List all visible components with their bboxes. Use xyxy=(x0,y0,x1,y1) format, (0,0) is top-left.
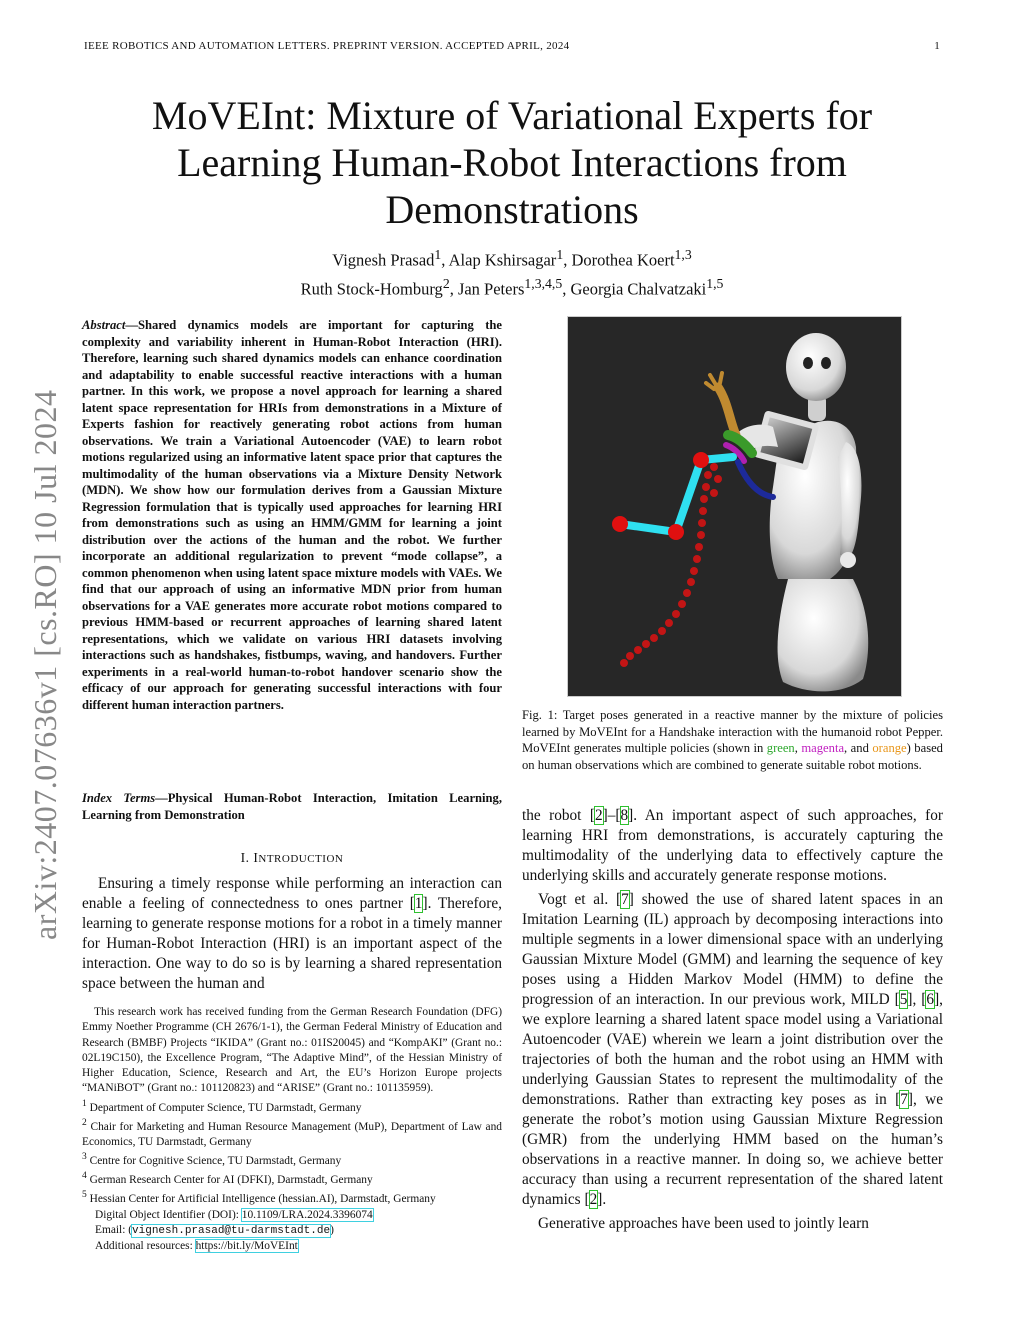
email-line: Email: (vignesh.prasad@tu-darmstadt.de) xyxy=(95,1223,334,1237)
resources-link[interactable]: https://bit.ly/MoVEInt xyxy=(195,1240,298,1253)
affiliation-note: $^2$ Chair for Marketing and Human Resource Management (MuP), Department of Law and Economics, TU Darmstadt, Germany xyxy=(82,1117,502,1148)
legend-orange: orange xyxy=(872,741,907,755)
paragraph: the robot [2]–[8]. An important aspect of such approaches, for learning HRI from demonstrations, is accurately capturing the multimodality of the underlying data to effectively capture the underlying skills and accurately generate response motions. xyxy=(522,807,943,884)
figure-caption: Fig. 1: Target poses generated in a reactive manner by the mixture of policies learned by MoVEInt for a Handshake interaction with the humanoid robot Pepper. MoVEInt generates multiple policies (shown in green, magenta, and orange) based on human observations which are combined to generate suitable robot motions. xyxy=(522,708,943,772)
funding-note: This research work has received funding from the German Research Foundation (DFG) Emmy Noether Programme (CH 2676/1-1), the German Federal Ministry of Education and Research (BMBF) Projects “IKIDA” (Grant no.: 01IS20045) and “KompAKI” (Grant no.: 02L19C150), the Excellence Program, “The Adaptive Mind”, of the Hessian Ministry of Higher Education, Science, Research and Art, the EU’s Horizon Europe projects “MANiBOT” (Grant no.: 101120823) and “ARISE” (Grant no.: 101135959). xyxy=(82,1006,502,1095)
author-name: Ruth Stock-Homburg xyxy=(300,279,443,298)
arxiv-stamp xyxy=(27,389,63,960)
author-name: Jan Peters xyxy=(457,279,525,298)
doi-line: Digital Object Identifier (DOI): 10.1109/LRA.2024.3396074 xyxy=(95,1208,373,1221)
author-name: Alap Kshirsagar xyxy=(448,250,557,270)
section-initial: I xyxy=(253,850,259,865)
trajectory-dots xyxy=(620,463,722,667)
paragraph: Vogt et al. [7] showed the use of shared latent spaces in an Imitation Learning (IL) approach by decomposing interactions into multiple segments in a lower dimensional space with an underlying Gaussian Mixture Model (GMM) and learning the sequence of key poses using a Hidden Markov Model (HMM) to define the progression of an interaction. In our previous work, MILD [5], [6], we explore learning a shared latent space model using a Variational Autoencoder (VAE) wherein we learn a joint distribution over the trajectories of both the human and the robot using an HMM with underlying Gaussian States to represent the multimodality of the demonstrations. Rather than extracting key poses as in [7], we generate the robot’s motion using Gaussian Mixture Regression (GMR) from the underlying HMM based on the human’s observations in a reactive manner. In doing so, we achieve better accuracy than using a recurrent representation of the shared latent dynamics [2]. xyxy=(522,891,943,1208)
citation-link[interactable]: 2 xyxy=(589,1191,598,1208)
robot-body xyxy=(736,333,868,691)
citation-link[interactable]: 7 xyxy=(900,1091,908,1108)
affiliation-note: $^5$ Hessian Center for Artificial Intelligence (hessian.AI), Darmstadt, Germany xyxy=(82,1190,436,1206)
author-list: Vignesh Prasad$^1$, Alap Kshirsagar$^1$, Dorothea Koert$^{1,3}$ Ruth Stock-Homburg$^2$, Jan Peters$^{1,3,4,5}$, Georgia Chalvatzaki$^{1,5}$ xyxy=(300,247,724,298)
doi-link[interactable]: 10.1109/LRA.2024.3396074 xyxy=(241,1208,373,1221)
title-line-3: Demonstrations xyxy=(385,187,639,232)
author-affiliation: 2 xyxy=(442,275,450,291)
author-name: Vignesh Prasad xyxy=(332,250,435,270)
affiliation-note: $^3$ Centre for Cognitive Science, TU Darmstadt, Germany xyxy=(82,1152,342,1168)
section-smallcaps: NTRODUCTION xyxy=(258,853,344,865)
citation-link[interactable]: 6 xyxy=(926,991,935,1008)
author-affiliation: 1 xyxy=(556,247,564,262)
running-header xyxy=(84,40,940,52)
author-name: Dorothea Koert xyxy=(571,250,675,270)
citation-link[interactable]: 1 xyxy=(414,895,423,912)
abstract-text: —Shared dynamics models are important for capturing the complexity and variability inherent in Human-Robot Interaction (HRI). Therefore, learning such shared dynamics models can enhance coordination and adaptability to enable successful reactive interactions with a human partner. In this work, we propose a novel approach for learning a shared latent space representation for HRIs from demonstrations in a Mixture of Experts fashion for reactively generating robot actions from human observations. We train a Variational Autoencoder (VAE) to learn robot motions regularized using an informative latent space prior that captures the multimodality of the human observations via a Mixture Density Network (MDN). We show how our formulation derives from a Gaussian Mixture Regression formulation that is typically used approaches for learning HRI from demonstrations such as using an HMM/GMM for learning a joint distribution over the actions of the human and the robot. We further incorporate an additional regularization to prevent “mode collapse”, a common phenomenon when using latent space mixture models with VAEs. We find that our approach of using an informative MDN prior from human observations for a VAE generates more accurate robot motions compared to previous HMM-based or recurrent approaches of learning shared latent representations, which we validate on various HRI datasets involving interactions such as handshakes, fistbumps, waving, and handovers. Further experiments in a real-world human-to-robot handover scenario show the efficacy of our approach for generating successful interactions with four different human interaction partners. xyxy=(82,318,502,712)
title-line-2: Learning Human-Robot Interactions from xyxy=(177,140,847,185)
legend-green: green xyxy=(766,741,795,755)
right-column-body xyxy=(522,806,943,1238)
index-terms xyxy=(82,790,502,823)
intro-body xyxy=(82,874,502,994)
legend-magenta: magenta xyxy=(801,741,845,755)
email-link[interactable]: vignesh.prasad@tu-darmstadt.de xyxy=(132,1224,331,1237)
abstract xyxy=(82,317,502,713)
arxiv-id: arXiv:2407.07636v1 [cs.RO] 10 Jul 2024 xyxy=(27,389,63,940)
pepper-robot-illustration xyxy=(568,317,901,696)
affiliation-note: $^4$ German Research Center for AI (DFKI), Darmstadt, Germany xyxy=(82,1171,373,1187)
resources-line: Additional resources: https://bit.ly/MoVEInt xyxy=(95,1240,298,1253)
index-terms-text: —Physical Human-Robot Interaction, Imitation Learning, Learning from Demonstration xyxy=(82,791,502,822)
citation-link[interactable]: 8 xyxy=(620,807,629,824)
title-line-1: MoVEInt: Mixture of Variational Experts for xyxy=(151,93,873,138)
index-terms-label: Index Terms xyxy=(82,791,156,805)
author-name: Georgia Chalvatzaki xyxy=(570,279,707,298)
citation-link[interactable]: 5 xyxy=(899,991,908,1008)
author-affiliation: 1 xyxy=(434,247,442,262)
page-number: 1 xyxy=(934,40,940,52)
footnotes xyxy=(82,1005,502,1254)
journal-header: IEEE ROBOTICS AND AUTOMATION LETTERS. PREPRINT VERSION. ACCEPTED APRIL, 2024 xyxy=(84,40,570,52)
author-affiliation: 1,3 xyxy=(674,247,692,262)
affiliation-note: $^1$ Department of Computer Science, TU Darmstadt, Germany xyxy=(82,1098,362,1114)
paragraph: Ensuring a timely response while performing an interaction can enable a feeling of connectedness to ones partner [1]. Therefore, learning to generate response motions for a robot in a timely manner for Human-Robot Interaction (HRI) is an important aspect of the interaction. One way to do so is by learning a shared representation space between the human and xyxy=(82,875,502,992)
author-affiliation: 1,3,4,5 xyxy=(524,275,563,291)
paper-title xyxy=(80,92,944,233)
section-heading xyxy=(82,850,502,866)
section-number: I. xyxy=(240,850,254,865)
paragraph: Generative approaches have been used to jointly learn xyxy=(538,1215,869,1232)
citation-link[interactable]: 7 xyxy=(621,891,629,908)
citation-link[interactable]: 2 xyxy=(594,807,603,824)
abstract-label: Abstract xyxy=(82,318,126,332)
author-affiliation: 1,5 xyxy=(706,275,724,291)
figure-1 xyxy=(567,316,902,697)
